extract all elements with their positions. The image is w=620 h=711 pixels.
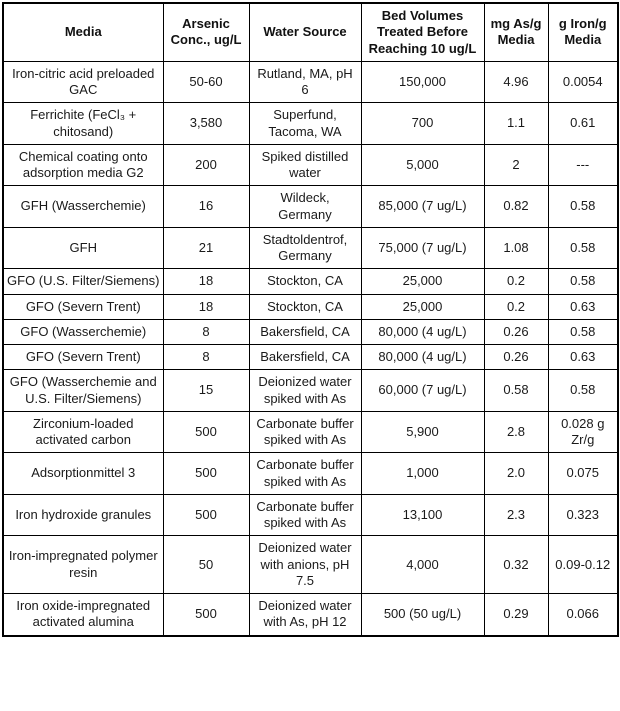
cell-arsenic-conc: 3,580 (163, 103, 249, 145)
cell-mg-as-per-g-media: 2.3 (484, 494, 548, 536)
column-header-media: Media (3, 3, 163, 61)
table-row (3, 536, 618, 594)
cell-water-source: Stockton, CA (249, 294, 361, 319)
cell-water-source: Deionized water with anions, pH 7.5 (249, 536, 361, 594)
column-header-water-source: Water Source (249, 3, 361, 61)
header-row (3, 3, 618, 61)
cell-media: Iron-citric acid preloaded GAC (3, 61, 163, 103)
cell-media: Ferrichite (FeCl₃ + chitosand) (3, 103, 163, 145)
column-header-arsenic-conc: Arsenic Conc., ug/L (163, 3, 249, 61)
cell-media: Iron-impregnated polymer resin (3, 536, 163, 594)
cell-media: GFO (U.S. Filter/Siemens) (3, 269, 163, 294)
cell-g-iron-per-g-media: 0.0054 (548, 61, 618, 103)
table-row (3, 103, 618, 145)
cell-bed-volumes: 13,100 (361, 494, 484, 536)
cell-bed-volumes: 150,000 (361, 61, 484, 103)
cell-arsenic-conc: 500 (163, 411, 249, 453)
cell-mg-as-per-g-media: 0.26 (484, 345, 548, 370)
cell-media: GFO (Severn Trent) (3, 294, 163, 319)
cell-g-iron-per-g-media: 0.58 (548, 269, 618, 294)
table-row (3, 144, 618, 186)
cell-water-source: Rutland, MA, pH 6 (249, 61, 361, 103)
cell-arsenic-conc: 500 (163, 594, 249, 636)
cell-arsenic-conc: 21 (163, 227, 249, 269)
cell-bed-volumes: 80,000 (4 ug/L) (361, 319, 484, 344)
cell-arsenic-conc: 500 (163, 494, 249, 536)
cell-mg-as-per-g-media: 0.82 (484, 186, 548, 228)
cell-mg-as-per-g-media: 4.96 (484, 61, 548, 103)
table-row (3, 453, 618, 495)
cell-bed-volumes: 4,000 (361, 536, 484, 594)
cell-g-iron-per-g-media: 0.58 (548, 370, 618, 412)
cell-media: GFO (Wasserchemie) (3, 319, 163, 344)
cell-arsenic-conc: 18 (163, 294, 249, 319)
cell-water-source: Stockton, CA (249, 269, 361, 294)
table-row (3, 227, 618, 269)
cell-g-iron-per-g-media: 0.58 (548, 319, 618, 344)
cell-g-iron-per-g-media: 0.066 (548, 594, 618, 636)
cell-bed-volumes: 80,000 (4 ug/L) (361, 345, 484, 370)
table-row (3, 319, 618, 344)
cell-mg-as-per-g-media: 2.0 (484, 453, 548, 495)
cell-arsenic-conc: 50-60 (163, 61, 249, 103)
cell-mg-as-per-g-media: 0.2 (484, 269, 548, 294)
table-row (3, 294, 618, 319)
cell-arsenic-conc: 200 (163, 144, 249, 186)
cell-arsenic-conc: 15 (163, 370, 249, 412)
cell-water-source: Wildeck, Germany (249, 186, 361, 228)
cell-arsenic-conc: 18 (163, 269, 249, 294)
cell-water-source: Bakersfield, CA (249, 345, 361, 370)
cell-water-source: Deionized water spiked with As (249, 370, 361, 412)
cell-mg-as-per-g-media: 0.2 (484, 294, 548, 319)
cell-arsenic-conc: 16 (163, 186, 249, 228)
table-row (3, 370, 618, 412)
cell-media: GFO (Severn Trent) (3, 345, 163, 370)
cell-media: Iron oxide-impregnated activated alumina (3, 594, 163, 636)
cell-mg-as-per-g-media: 0.58 (484, 370, 548, 412)
cell-bed-volumes: 5,900 (361, 411, 484, 453)
cell-bed-volumes: 25,000 (361, 269, 484, 294)
cell-mg-as-per-g-media: 0.29 (484, 594, 548, 636)
cell-g-iron-per-g-media: 0.61 (548, 103, 618, 145)
cell-bed-volumes: 5,000 (361, 144, 484, 186)
cell-mg-as-per-g-media: 1.08 (484, 227, 548, 269)
cell-bed-volumes: 25,000 (361, 294, 484, 319)
cell-g-iron-per-g-media: 0.075 (548, 453, 618, 495)
table-row (3, 186, 618, 228)
cell-mg-as-per-g-media: 2.8 (484, 411, 548, 453)
cell-arsenic-conc: 500 (163, 453, 249, 495)
arsenic-media-comparison-table (2, 2, 619, 637)
cell-water-source: Bakersfield, CA (249, 319, 361, 344)
cell-water-source: Carbonate buffer spiked with As (249, 453, 361, 495)
table-row (3, 345, 618, 370)
table-row (3, 494, 618, 536)
table-header (3, 3, 618, 61)
column-header-g-iron-per-g-media: g Iron/g Media (548, 3, 618, 61)
cell-bed-volumes: 700 (361, 103, 484, 145)
cell-media: Adsorptionmittel 3 (3, 453, 163, 495)
cell-g-iron-per-g-media: 0.58 (548, 186, 618, 228)
cell-g-iron-per-g-media: 0.09-0.12 (548, 536, 618, 594)
cell-media: GFO (Wasserchemie and U.S. Filter/Siemens) (3, 370, 163, 412)
cell-g-iron-per-g-media: 0.028 g Zr/g (548, 411, 618, 453)
cell-bed-volumes: 75,000 (7 ug/L) (361, 227, 484, 269)
table-row (3, 594, 618, 636)
cell-g-iron-per-g-media: --- (548, 144, 618, 186)
table-row (3, 411, 618, 453)
cell-water-source: Spiked distilled water (249, 144, 361, 186)
cell-bed-volumes: 500 (50 ug/L) (361, 594, 484, 636)
cell-bed-volumes: 1,000 (361, 453, 484, 495)
cell-media: GFH (Wasserchemie) (3, 186, 163, 228)
column-header-mg-as-per-g-media: mg As/g Media (484, 3, 548, 61)
cell-arsenic-conc: 50 (163, 536, 249, 594)
cell-water-source: Deionized water with As, pH 12 (249, 594, 361, 636)
cell-bed-volumes: 60,000 (7 ug/L) (361, 370, 484, 412)
cell-bed-volumes: 85,000 (7 ug/L) (361, 186, 484, 228)
cell-media: Zirconium-loaded activated carbon (3, 411, 163, 453)
cell-water-source: Superfund, Tacoma, WA (249, 103, 361, 145)
table-row (3, 269, 618, 294)
cell-media: Iron hydroxide granules (3, 494, 163, 536)
cell-water-source: Carbonate buffer spiked with As (249, 411, 361, 453)
cell-media: Chemical coating onto adsorption media G2 (3, 144, 163, 186)
cell-mg-as-per-g-media: 1.1 (484, 103, 548, 145)
cell-g-iron-per-g-media: 0.58 (548, 227, 618, 269)
cell-arsenic-conc: 8 (163, 319, 249, 344)
cell-mg-as-per-g-media: 0.32 (484, 536, 548, 594)
cell-mg-as-per-g-media: 2 (484, 144, 548, 186)
table-row (3, 61, 618, 103)
cell-g-iron-per-g-media: 0.63 (548, 294, 618, 319)
cell-mg-as-per-g-media: 0.26 (484, 319, 548, 344)
table-body (3, 61, 618, 635)
cell-media: GFH (3, 227, 163, 269)
cell-g-iron-per-g-media: 0.323 (548, 494, 618, 536)
column-header-bed-volumes: Bed Volumes Treated Before Reaching 10 ug/L (361, 3, 484, 61)
cell-arsenic-conc: 8 (163, 345, 249, 370)
cell-water-source: Stadtoldentrof, Germany (249, 227, 361, 269)
cell-g-iron-per-g-media: 0.63 (548, 345, 618, 370)
cell-water-source: Carbonate buffer spiked with As (249, 494, 361, 536)
